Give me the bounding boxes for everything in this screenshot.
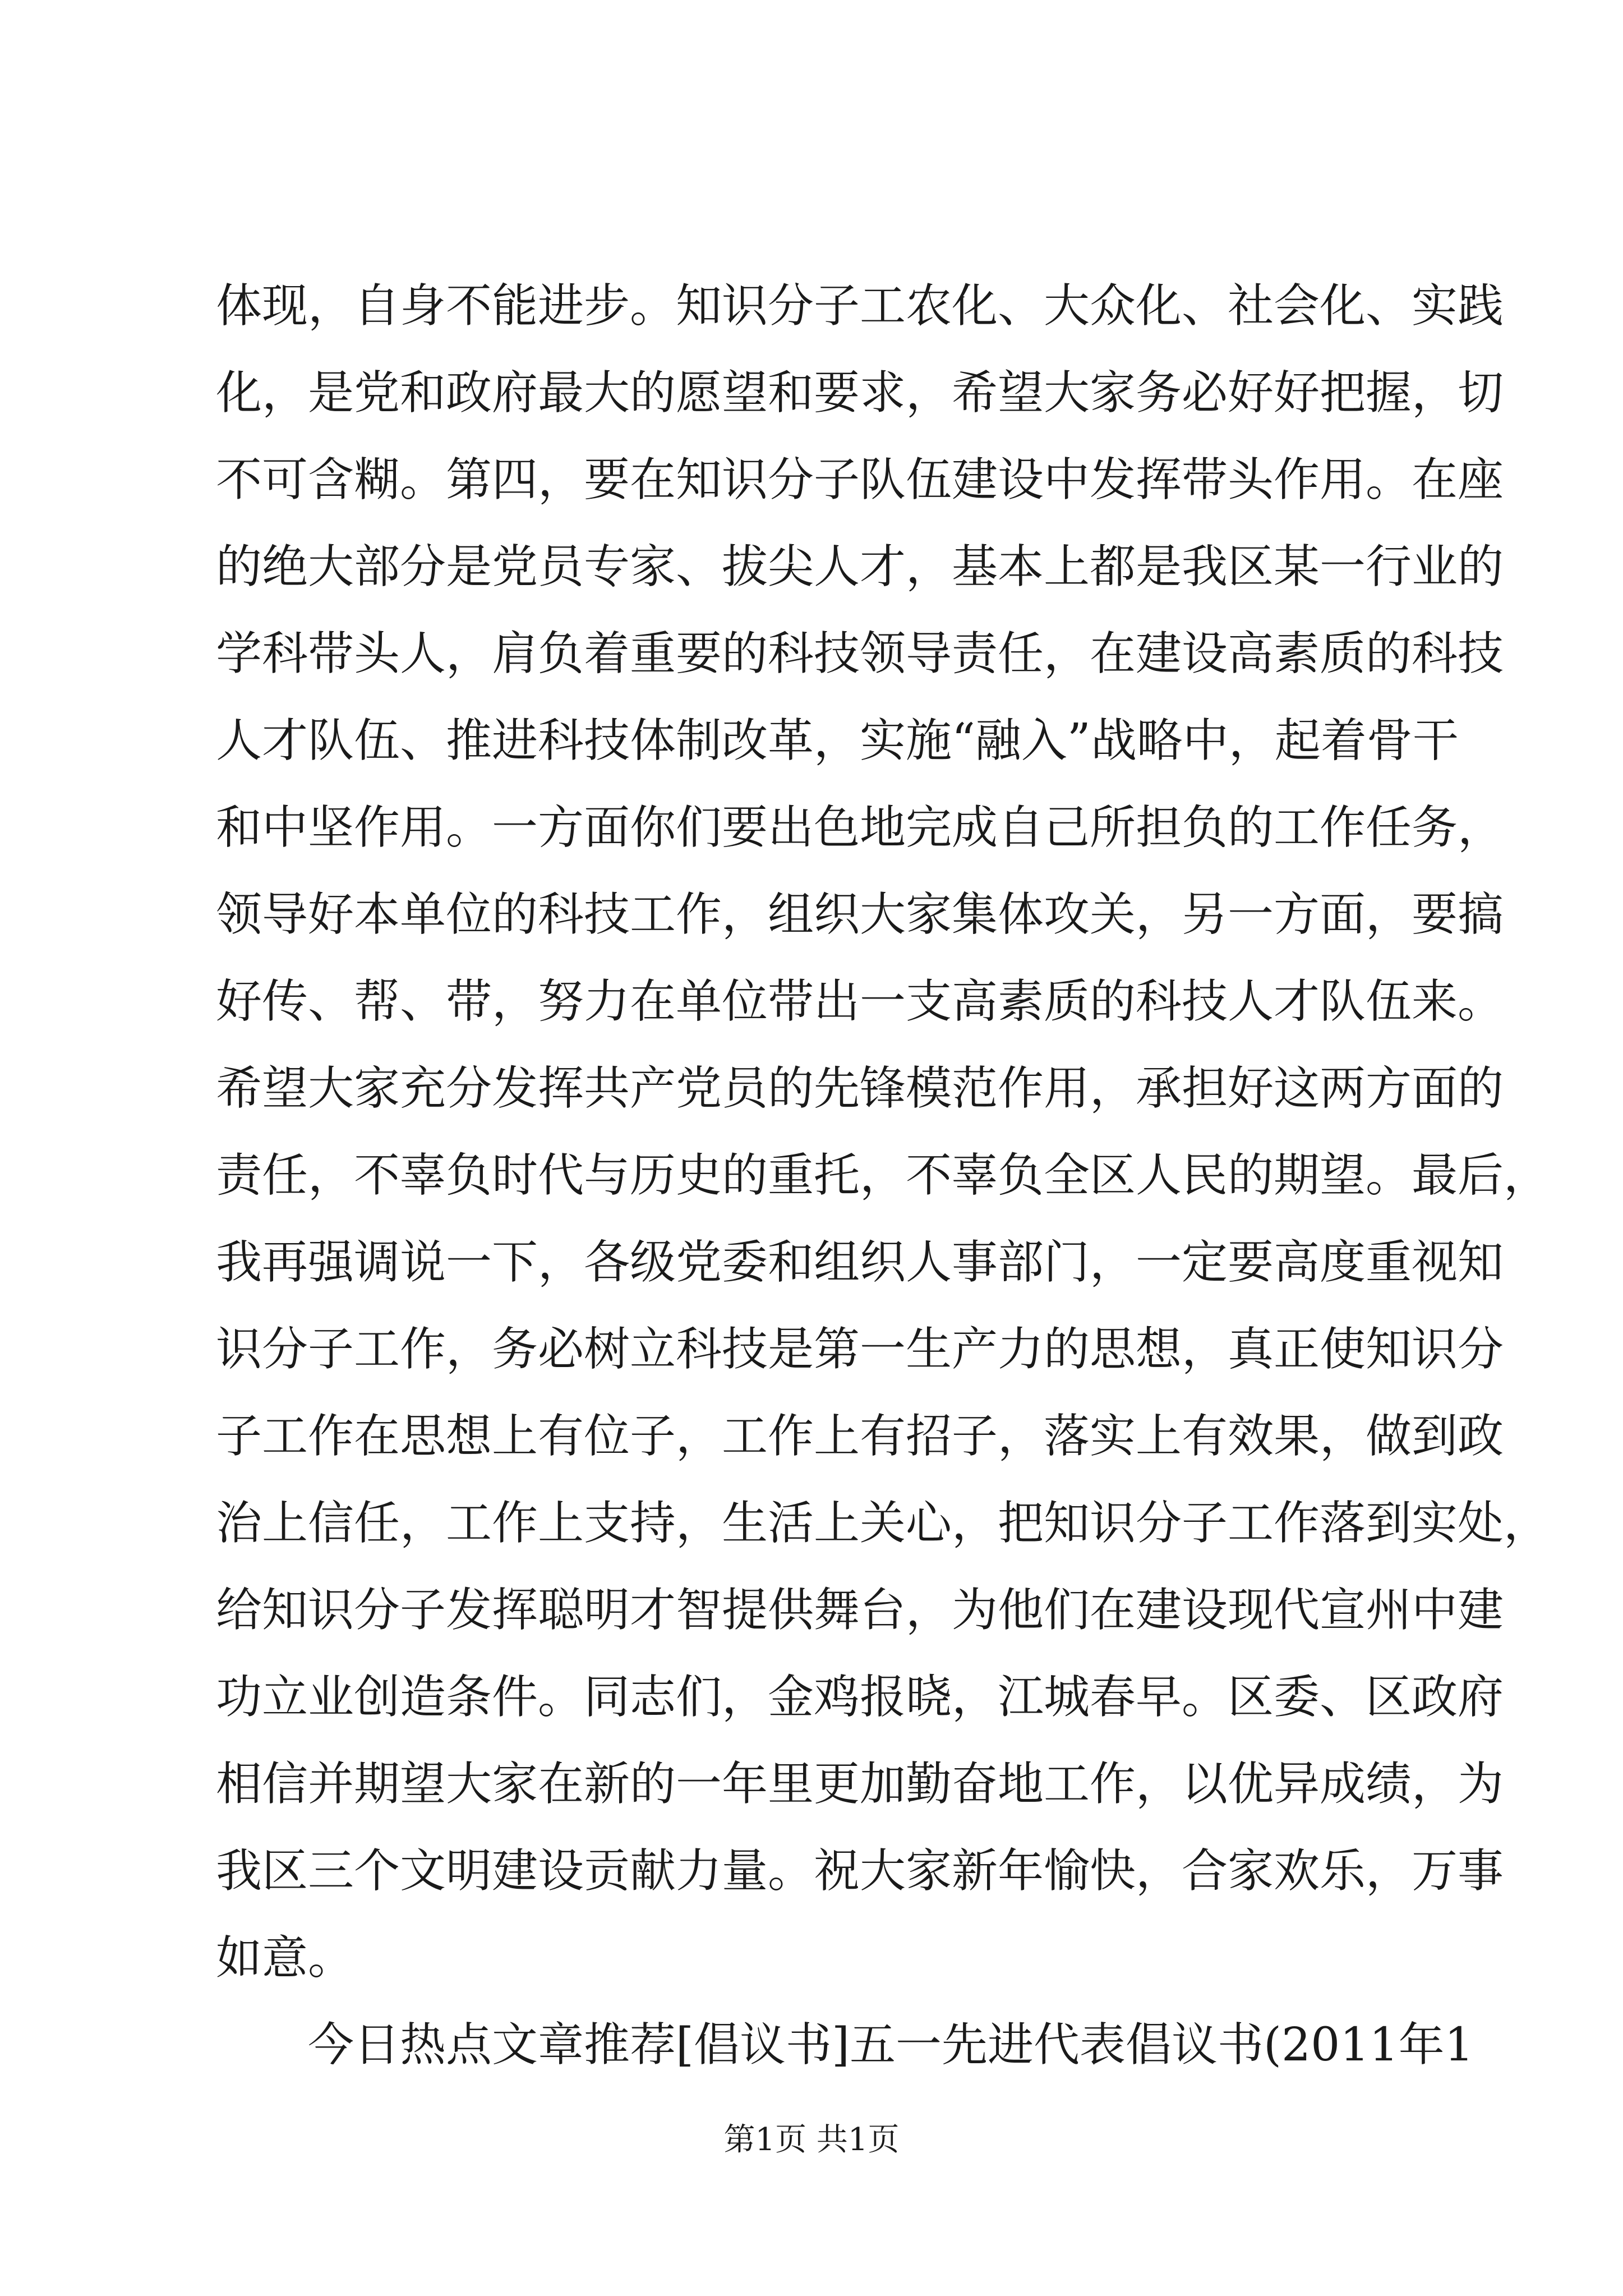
text-line: 领导好本单位的科技工作，组织大家集体攻关，另一方面，要搞 bbox=[216, 888, 1504, 941]
text-line: 相信并期望大家在新的一年里更加勤奋地工作，以优异成绩，为 bbox=[216, 1757, 1504, 1811]
text-line: 好传、帮、带，努力在单位带出一支高素质的科技人才队伍来。 bbox=[216, 975, 1504, 1028]
text-line: 化，是党和政府最大的愿望和要求，希望大家务必好好把握，切 bbox=[216, 366, 1504, 420]
page-footer: 第1页 共1页 bbox=[723, 2122, 900, 2158]
text-line: 如意。 bbox=[216, 1931, 354, 1985]
text-line: 责任，不辜负时代与历史的重托，不辜负全区人民的期望。最后， bbox=[216, 1149, 1550, 1202]
text-line: 治上信任，工作上支持，生活上关心，把知识分子工作落到实处， bbox=[216, 1497, 1550, 1550]
text-line: 希望大家充分发挥共产党员的先锋模范作用，承担好这两方面的 bbox=[216, 1062, 1504, 1115]
text-line: 人才队伍、推进科技体制改革，实施“融入”战略中，起着骨干 bbox=[216, 714, 1459, 767]
text-line: 不可含糊。第四，要在知识分子队伍建设中发挥带头作用。在座 bbox=[216, 453, 1504, 507]
text-line: 识分子工作，务必树立科技是第一生产力的思想，真正使知识分 bbox=[216, 1323, 1504, 1376]
text-line: 我再强调说一下，各级党委和组织人事部门，一定要高度重视知 bbox=[216, 1236, 1504, 1289]
text-line: 学科带头人，肩负着重要的科技领导责任，在建设高素质的科技 bbox=[216, 627, 1504, 680]
text-line: 体现，自身不能进步。知识分子工农化、大众化、社会化、实践 bbox=[216, 279, 1504, 333]
text-line: 给知识分子发挥聪明才智提供舞台，为他们在建设现代宣州中建 bbox=[216, 1584, 1504, 1637]
text-line: 的绝大部分是党员专家、拔尖人才，基本上都是我区某一行业的 bbox=[216, 540, 1504, 593]
text-line: 子工作在思想上有位子，工作上有招子，落实上有效果，做到政 bbox=[216, 1410, 1504, 1463]
text-line: 功立业创造条件。同志们，金鸡报晓，江城春早。区委、区政府 bbox=[216, 1671, 1504, 1724]
document-body bbox=[216, 263, 1550, 2088]
text-line: 和中坚作用。一方面你们要出色地完成自己所担负的工作任务， bbox=[216, 801, 1504, 854]
text-line: 我区三个文明建设贡献力量。祝大家新年愉快，合家欢乐，万事 bbox=[216, 1844, 1504, 1898]
recommendation-line: 今日热点文章推荐[倡议书]五一先进代表倡议书(2011年1 bbox=[308, 2018, 1474, 2072]
